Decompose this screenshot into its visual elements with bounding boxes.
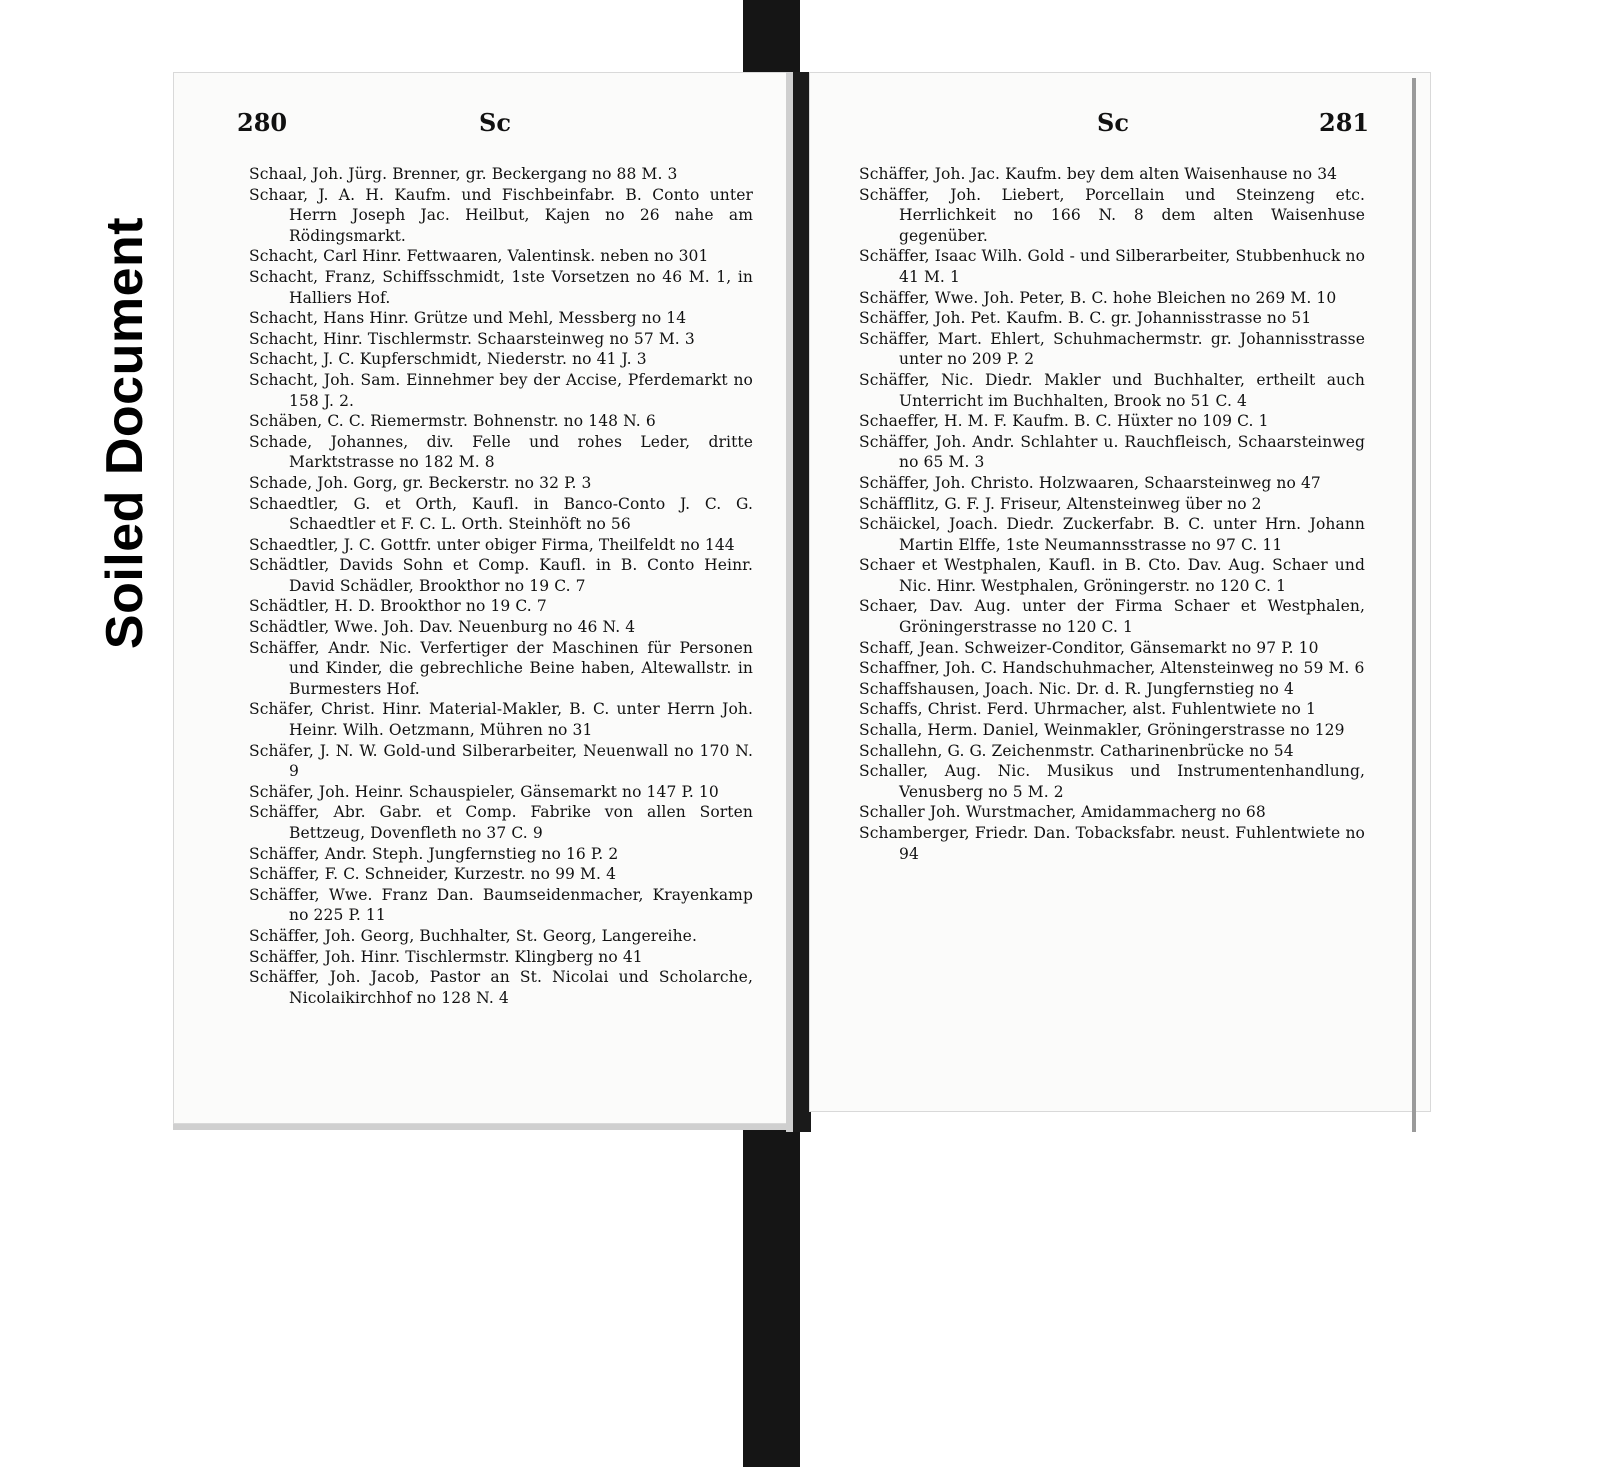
directory-entry: Schacht, Franz, Schiffsschmidt, 1ste Vorsetzen no 46 M. 1, in Halliers Hof. (249, 267, 753, 307)
directory-entry: Schädtler, H. D. Brookthor no 19 C. 7 (249, 597, 547, 616)
directory-entry: Schäffer, Joh. Jac. Kaufm. bey dem alten Waisenhause no 34 (859, 165, 1338, 183)
directory-entry: Schäfer, Christ. Hinr. Material-Makler, B. C. unter Herrn Joh. Heinr. Wilh. Oetzmann, Mühren no 31 (249, 700, 753, 740)
directory-entry: Schaller Joh. Wurstmacher, Amidammacherg no 68 (859, 803, 1266, 822)
directory-entry: Schallehn, G. G. Zeichenmstr. Catharinenbrücke no 54 (859, 741, 1294, 760)
directory-entry: Schaeffer, H. M. F. Kaufm. B. C. Hüxter no 109 C. 1 (859, 412, 1269, 431)
right-page (809, 72, 1431, 1112)
right-running-head: Sc (1097, 108, 1129, 137)
directory-entry: Schaller, Aug. Nic. Musikus und Instrumentenhandlung, Venusberg no 5 M. 2 (859, 762, 1365, 801)
directory-entry: Schäickel, Joach. Diedr. Zuckerfabr. B. C. unter Hrn. Johann Martin Elffe, 1ste Neumannsstrasse no 97 C. 11 (859, 515, 1365, 554)
directory-entry: Schaff, Jean. Schweizer-Conditor, Gänsemarkt no 97 P. 10 (859, 638, 1319, 657)
soiled-document-label (96, 160, 154, 705)
directory-entry: Schacht, J. C. Kupferschmidt, Niederstr. no 41 J. 3 (249, 350, 647, 369)
directory-entry: Schade, Johannes, div. Felle und rohes Leder, dritte Marktstrasse no 182 M. 8 (249, 432, 753, 472)
directory-entry: Schacht, Joh. Sam. Einnehmer bey der Accise, Pferdemarkt no 158 J. 2. (249, 370, 753, 410)
directory-entry: Schaal, Joh. Jürg. Brenner, gr. Beckergang no 88 M. 3 (249, 165, 678, 183)
directory-entry: Schaer et Westphalen, Kaufl. in B. Cto. Dav. Aug. Schaer und Nic. Hinr. Westphalen, Gröningerstr. no 120 C. 1 (859, 556, 1365, 595)
directory-entry: Schäffer, Joh. Christo. Holzwaaren, Schaarsteinweg no 47 (859, 473, 1321, 492)
directory-entry: Schade, Joh. Gorg, gr. Beckerstr. no 32 P. 3 (249, 473, 592, 492)
directory-entry: Schäffer, Joh. Andr. Schlahter u. Rauchfleisch, Schaarsteinweg no 65 M. 3 (859, 432, 1365, 472)
left-running-head: Sc (479, 108, 511, 137)
left-entry-list (249, 164, 753, 1008)
directory-entry: Schäffer, Joh. Jacob, Pastor an St. Nicolai und Scholarche, Nicolaikirchhof no 128 N. 4 (249, 968, 753, 1007)
directory-entry: Schaffshausen, Joach. Nic. Dr. d. R. Jungfernstieg no 4 (859, 679, 1294, 698)
directory-entry: Schädtler, Davids Sohn et Comp. Kaufl. in B. Conto Heinr. David Schädler, Brookthor no 19 C. 7 (249, 556, 753, 595)
directory-entry: Schacht, Carl Hinr. Fettwaaren, Valentinsk. neben no 301 (249, 247, 709, 266)
right-entry-list (859, 164, 1365, 864)
directory-entry: Schamberger, Friedr. Dan. Tobacksfabr. neust. Fuhlentwiete no 94 (859, 824, 1365, 863)
directory-entry: Schädtler, Wwe. Joh. Dav. Neuenburg no 46 N. 4 (249, 618, 636, 637)
directory-entry: Schäfer, J. N. W. Gold-und Silberarbeiter, Neuenwall no 170 N. 9 (249, 741, 753, 781)
soiled-document-text: Soiled Document (96, 216, 154, 649)
right-page-number: 281 (1319, 108, 1370, 137)
directory-entry: Schäffer, Isaac Wilh. Gold - und Silberarbeiter, Stubbenhuck no 41 M. 1 (859, 247, 1365, 286)
directory-entry: Schäffer, Joh. Pet. Kaufm. B. C. gr. Johannisstrasse no 51 (859, 309, 1312, 328)
directory-entry: Schaedtler, J. C. Gottfr. unter obiger Firma, Theilfeldt no 144 (249, 535, 735, 554)
directory-entry: Schäffer, Andr. Nic. Verfertiger der Maschinen für Personen und Kinder, die gebrechliche Beine haben, Altewallstr. in Burmesters Hof. (249, 638, 753, 698)
directory-entry: Schäffer, Mart. Ehlert, Schuhmachermstr. gr. Johannisstrasse unter no 209 P. 2 (859, 329, 1365, 369)
directory-entry: Schäffer, Nic. Diedr. Makler und Buchhalter, ertheilt auch Unterricht im Buchhalten, Brook no 51 C. 4 (859, 370, 1365, 410)
directory-entry: Schäffer, F. C. Schneider, Kurzestr. no 99 M. 4 (249, 865, 617, 884)
directory-entry: Schäffer, Joh. Georg, Buchhalter, St. Georg, Langereihe. (249, 926, 697, 945)
directory-entry: Schacht, Hinr. Tischlermstr. Schaarsteinweg no 57 M. 3 (249, 329, 695, 348)
directory-entry: Schaar, J. A. H. Kaufm. und Fischbeinfabr. B. Conto unter Herrn Joseph Jac. Heilbut, Kajen no 26 nahe am Rödingsmarkt. (249, 185, 753, 245)
directory-entry: Schäffer, Joh. Hinr. Tischlermstr. Klingberg no 41 (249, 947, 643, 966)
directory-entry: Schäffer, Joh. Liebert, Porcellain und Steinzeng etc. Herrlichkeit no 166 N. 8 dem alten Waisenhuse gegenüber. (859, 185, 1365, 245)
directory-entry: Schacht, Hans Hinr. Grütze und Mehl, Messberg no 14 (249, 309, 687, 328)
directory-entry: Schäfflitz, G. F. J. Friseur, Altensteinweg über no 2 (859, 494, 1262, 513)
directory-entry: Schaedtler, G. et Orth, Kaufl. in Banco-Conto J. C. G. Schaedtler et F. C. L. Orth. Steinhöft no 56 (249, 494, 753, 534)
directory-entry: Schäffer, Wwe. Franz Dan. Baumseidenmacher, Krayenkamp no 225 P. 11 (249, 885, 753, 925)
directory-entry: Schäfer, Joh. Heinr. Schauspieler, Gänsemarkt no 147 P. 10 (249, 782, 719, 801)
left-page (173, 72, 793, 1124)
directory-entry: Schalla, Herm. Daniel, Weinmakler, Gröningerstrasse no 129 (859, 721, 1345, 740)
directory-entry: Schäben, C. C. Riemermstr. Bohnenstr. no 148 N. 6 (249, 412, 656, 431)
spine-band-bottom (743, 1128, 800, 1467)
directory-entry: Schaffner, Joh. C. Handschuhmacher, Altensteinweg no 59 M. 6 (859, 659, 1365, 678)
directory-entry: Schäffer, Wwe. Joh. Peter, B. C. hohe Bleichen no 269 M. 10 (859, 288, 1337, 307)
left-page-edge (173, 1124, 793, 1130)
directory-entry: Schäffer, Abr. Gabr. et Comp. Fabrike von allen Sorten Bettzeug, Dovenfleth no 37 C. 9 (249, 803, 753, 842)
directory-entry: Schaer, Dav. Aug. unter der Firma Schaer et Westphalen, Gröningerstrasse no 120 C. 1 (859, 597, 1365, 637)
left-page-number: 280 (237, 108, 288, 137)
right-page-edge (1412, 78, 1416, 1132)
directory-entry: Schäffer, Andr. Steph. Jungfernstieg no 16 P. 2 (249, 844, 619, 863)
directory-entry: Schaffs, Christ. Ferd. Uhrmacher, alst. Fuhlentwiete no 1 (859, 700, 1316, 719)
spine-band-top (743, 0, 800, 76)
